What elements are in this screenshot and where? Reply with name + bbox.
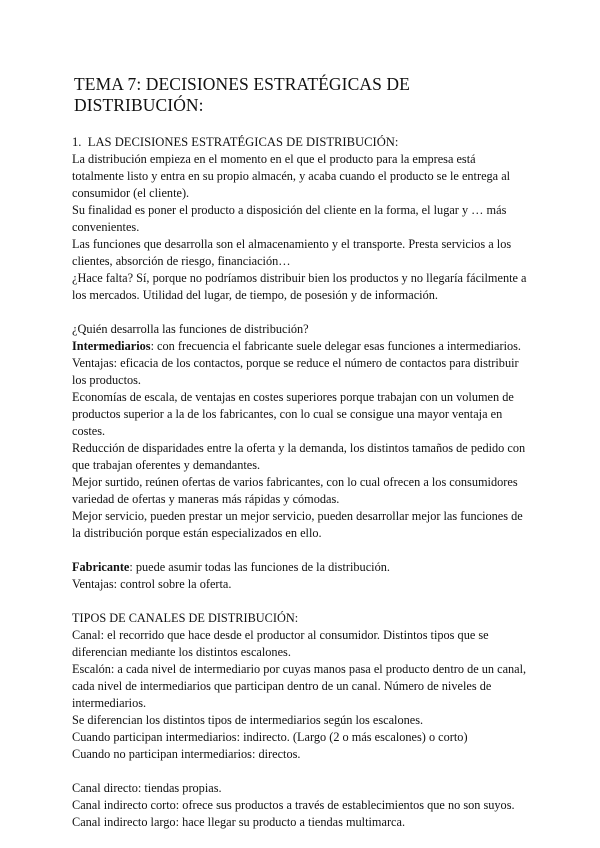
paragraph: Su finalidad es poner el producto a disposición del cliente en la forma, el lugar y … más convenientes. (72, 203, 507, 234)
intermediarios-paragraph (72, 338, 528, 355)
paragraph: Mejor servicio, pueden prestar un mejor servicio, pueden desarrollar mejor las funciones de la distribución porque están especializados en ello. (72, 509, 523, 540)
spacer (72, 763, 528, 780)
intermediarios-text: : con frecuencia el fabricante suele delegar esas funciones a intermediarios. (150, 339, 521, 353)
paragraph: Reducción de disparidades entre la oferta y la demanda, los distintos tamaños de pedido con que trabajan oferentes y demandantes. (72, 441, 526, 472)
paragraph: La distribución empieza en el momento en el que el producto para la empresa está totalmente listo y entra en su propio almacén, y acaba cuando el producto se le entrega al consumidor (el cliente). (72, 152, 511, 200)
paragraph: Ventajas: eficacia de los contactos, porque se reduce el número de contactos para distribuir los productos. (72, 356, 519, 387)
spacer (72, 304, 528, 321)
tipos-heading: TIPOS DE CANALES DE DISTRIBUCIÓN: (72, 611, 299, 625)
paragraph: Ventajas: control sobre la oferta. (72, 577, 232, 591)
spacer (72, 542, 528, 559)
paragraph: Se diferencian los distintos tipos de intermediarios según los escalones. (72, 713, 424, 727)
fabricante-label: Fabricante (72, 560, 130, 574)
canal-item: Canal directo: tiendas propias. (72, 781, 222, 795)
section-1-title: LAS DECISIONES ESTRATÉGICAS DE DISTRIBUCIÓN: (87, 135, 399, 149)
paragraph: Economías de escala, de ventajas en costes superiores porque trabajan con un volumen de productos superior a la de los fabricantes, con lo cual se consigue una mayor ventaja en costes. (72, 390, 514, 438)
intermediarios-label: Intermediarios (72, 339, 151, 353)
canal-item: Canal indirecto corto: ofrece sus productos a través de establecimientos que no son suyos. (72, 798, 515, 812)
spacer (72, 593, 528, 610)
fabricante-text: : puede asumir todas las funciones de la distribución. (129, 560, 390, 574)
paragraph: Canal: el recorrido que hace desde el productor al consumidor. Distintos tipos que se diferencian mediante los distintos escalones. (72, 628, 489, 659)
who-question: ¿Quién desarrolla las funciones de distribución? (72, 322, 309, 336)
paragraph: Las funciones que desarrolla son el almacenamiento y el transporte. Presta servicios a los clientes, absorción de riesgo, financiación… (72, 237, 512, 268)
fabricante-paragraph (72, 559, 528, 576)
section-1-number: 1. (72, 135, 82, 149)
paragraph: Escalón: a cada nivel de intermediario por cuyas manos pasa el producto dentro de un canal, cada nivel de intermediarios que participan dentro de un canal. Número de niveles de intermediarios. (72, 662, 527, 710)
paragraph: ¿Hace falta? Sí, porque no podríamos distribuir bien los productos y no llegaría fácilmente a los mercados. Utilidad del lugar, de tiempo, de posesión y de información. (72, 271, 527, 302)
page-title: TEMA 7: DECISIONES ESTRATÉGICAS DE DISTRIBUCIÓN: (74, 74, 410, 115)
paragraph: Mejor surtido, reúnen ofertas de varios fabricantes, con lo cual ofrecen a los consumidores variedad de ofertas y maneras más rápidas y cómodas. (72, 475, 518, 506)
document-body (72, 134, 528, 831)
section-1-heading (72, 134, 528, 151)
canal-item: Canal indirecto largo: hace llegar su producto a tiendas multimarca. (72, 815, 406, 829)
paragraph: Cuando participan intermediarios: indirecto. (Largo (2 o más escalones) o corto) (72, 730, 468, 744)
paragraph: Cuando no participan intermediarios: directos. (72, 747, 301, 761)
